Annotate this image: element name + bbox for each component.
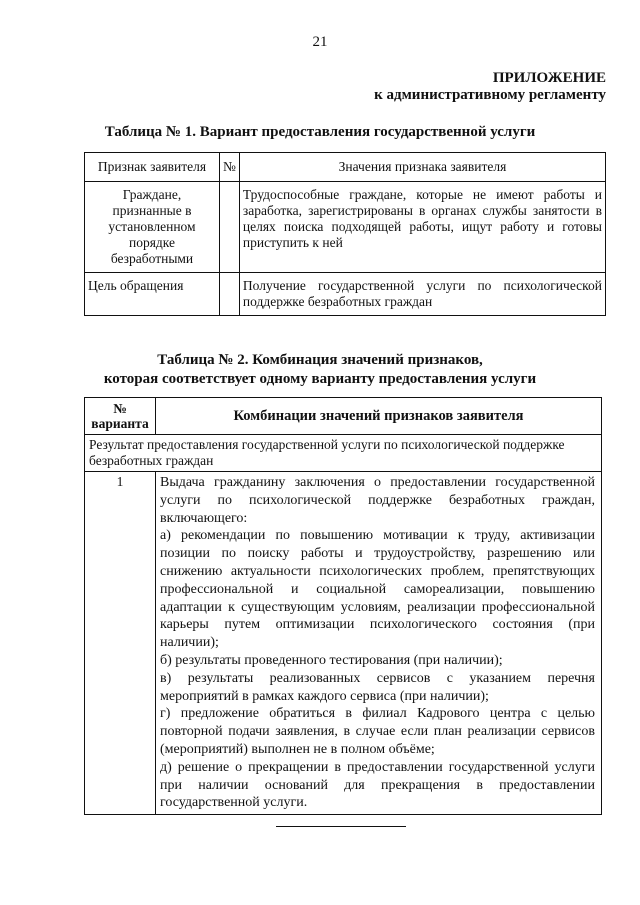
variant-line: Выдача гражданину заключения о предоставлении государственной услуги по психологической поддержке безработных граждан, включающего: bbox=[160, 475, 595, 526]
table1-header-row bbox=[85, 153, 606, 182]
table1-header-no: № bbox=[220, 153, 240, 182]
table2 bbox=[84, 397, 602, 815]
table2-result-cell: Результат предоставления государственной услуги по психологической поддержке безработных граждан bbox=[85, 435, 602, 472]
table1-cell-sign: Цель обращения bbox=[85, 273, 220, 316]
table-row bbox=[85, 273, 606, 316]
table1-cell-value: Трудоспособные граждане, которые не имеют работы и заработка, зарегистрированы в органах службы занятости в целях поиска подходящей работы, ищут работу и готовы приступить к ней bbox=[239, 182, 605, 273]
closing-divider bbox=[276, 826, 406, 827]
variant-line: б) результаты проведенного тестирования (при наличии); bbox=[160, 652, 503, 668]
table1-cell-value: Получение государственной услуги по психологической поддержке безработных граждан bbox=[239, 273, 605, 316]
variant-line: в) результаты реализованных сервисов с указанием перечня мероприятий в рамках каждого сервиса (при наличии); bbox=[160, 670, 595, 704]
page-number: 21 bbox=[312, 34, 328, 50]
table2-variant-no: 1 bbox=[85, 472, 156, 815]
table2-title-line2: которая соответствует одному варианту предоставления услуги bbox=[103, 371, 537, 387]
table2-variant-body bbox=[156, 472, 602, 815]
table2-title bbox=[0, 351, 640, 389]
appendix-heading bbox=[374, 70, 606, 104]
appendix-title: ПРИЛОЖЕНИЕ bbox=[492, 70, 606, 86]
table1-cell-no bbox=[220, 273, 240, 316]
table1-header-value: Значения признака заявителя bbox=[239, 153, 605, 182]
table2-header-no: № варианта bbox=[85, 398, 156, 435]
table1 bbox=[84, 152, 606, 316]
table1-title: Таблица № 1. Вариант предоставления государственной услуги bbox=[104, 124, 536, 140]
table-row bbox=[85, 472, 602, 815]
table1-cell-no bbox=[220, 182, 240, 273]
variant-line: г) предложение обратиться в филиал Кадрового центра с целью повторной подачи заявления, в случае если план реализации сервисов (мероприятий) выполнен не в полном объёме; bbox=[160, 706, 595, 757]
table2-header-row bbox=[85, 398, 602, 435]
table1-cell-sign: Граждане, признанные в установленном порядке безработными bbox=[85, 182, 220, 273]
table2-title-line1: Таблица № 2. Комбинация значений признаков, bbox=[157, 352, 483, 368]
appendix-subtitle: к административному регламенту bbox=[374, 87, 606, 103]
table1-header-sign: Признак заявителя bbox=[85, 153, 220, 182]
table2-result-row bbox=[85, 435, 602, 472]
variant-line: д) решение о прекращении в предоставлении государственной услуги при наличии оснований для прекращения в предоставлении государственной услуги. bbox=[160, 759, 595, 811]
variant-line: а) рекомендации по повышению мотивации к труду, активизации позиции по поиску работы и трудоустройству, разрешению или снижению актуальности психологических проблем, препятствующих профессиональной и социальной самореализации, повышению адаптации к существующим условиям, реализации профессиональной карьеры путем оптимизации психологического состояния (при наличии); bbox=[160, 528, 595, 651]
table2-header-comb: Комбинации значений признаков заявителя bbox=[156, 398, 602, 435]
table-row bbox=[85, 182, 606, 273]
